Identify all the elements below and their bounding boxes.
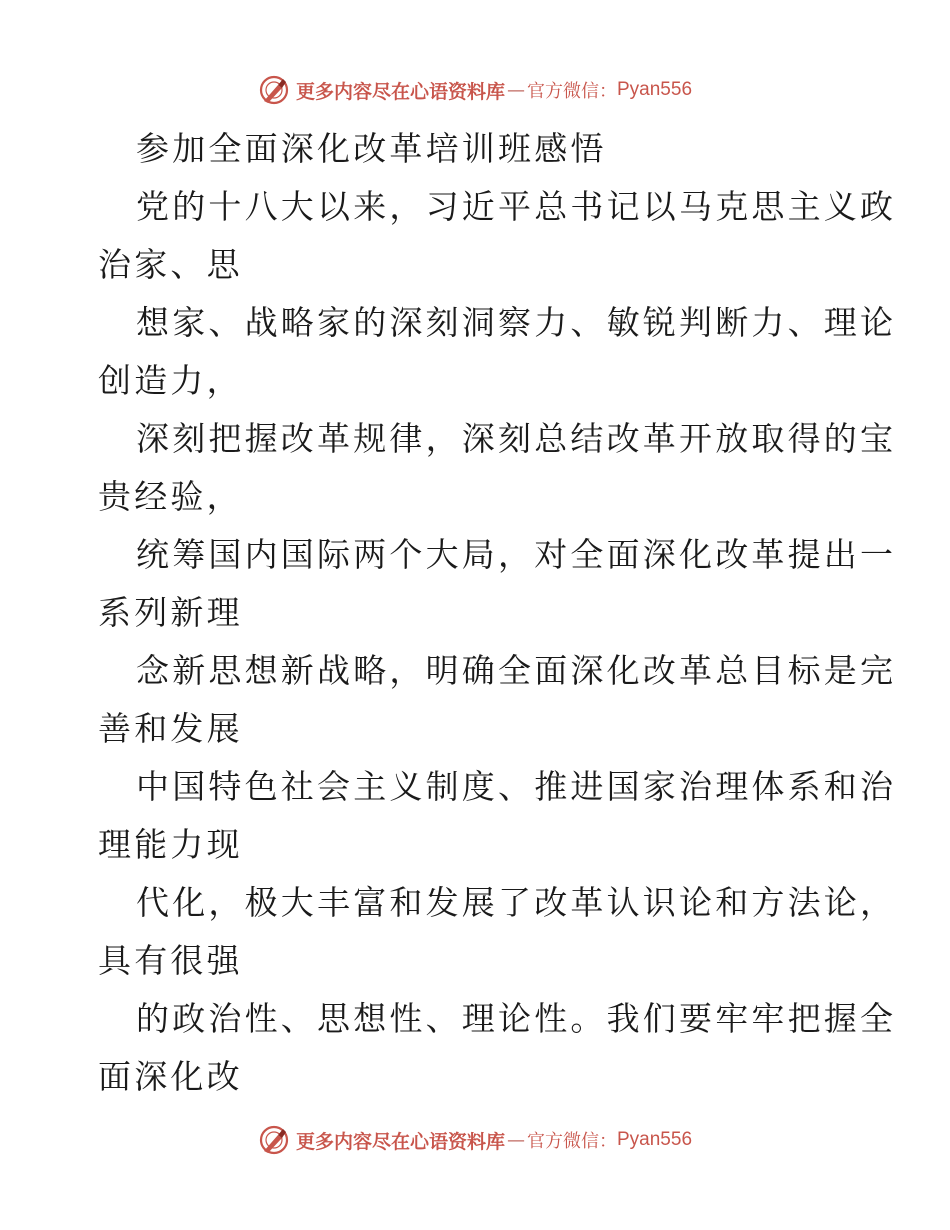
text-line: 的政治性、思想性、理论性。我们要牢牢把握全: [136, 999, 897, 1038]
text-line: 想家、战略家的深刻洞察力、敏锐判断力、理论: [136, 303, 897, 342]
text-line: 中国特色社会主义制度、推进国家治理体系和治: [136, 767, 897, 806]
banner-wechat-label: 官方微信：: [527, 81, 617, 102]
banner-separator: —: [507, 79, 525, 101]
text-line: 深刻把握改革规律，深刻总结改革开放取得的宝: [136, 419, 897, 458]
document-title: 参加全面深化改革培训班感悟: [136, 129, 607, 168]
banner-wechat-label: 官方微信：: [527, 1131, 617, 1152]
text-line: 念新思想新战略，明确全面深化改革总目标是完: [136, 651, 897, 690]
text-line: 理能力现: [98, 825, 243, 864]
pen-logo-icon: [258, 74, 290, 106]
banner-wechat-id: Pyan556: [617, 1129, 693, 1150]
text-line: 党的十八大以来，习近平总书记以马克思主义政: [136, 187, 897, 226]
text-line: 治家、思: [98, 245, 243, 284]
header-banner: [0, 70, 950, 110]
document-body: [98, 120, 897, 1106]
text-line: 具有很强: [98, 941, 243, 980]
text-line: 系列新理: [98, 593, 243, 632]
banner-text: 更多内容尽在心语资料库: [295, 80, 505, 103]
text-line: 善和发展: [98, 709, 243, 748]
footer-banner: [0, 1120, 950, 1160]
text-line: 面深化改: [98, 1057, 243, 1096]
text-line: 统筹国内国际两个大局，对全面深化改革提出一: [136, 535, 897, 574]
text-line: 代化，极大丰富和发展了改革认识论和方法论，: [136, 883, 897, 922]
banner-text: 更多内容尽在心语资料库: [295, 1130, 505, 1153]
text-line: 贵经验，: [98, 477, 243, 516]
pen-logo-icon: [258, 1124, 290, 1156]
text-line: 创造力，: [98, 361, 243, 400]
banner-separator: —: [507, 1129, 525, 1151]
banner-wechat-id: Pyan556: [617, 79, 693, 100]
